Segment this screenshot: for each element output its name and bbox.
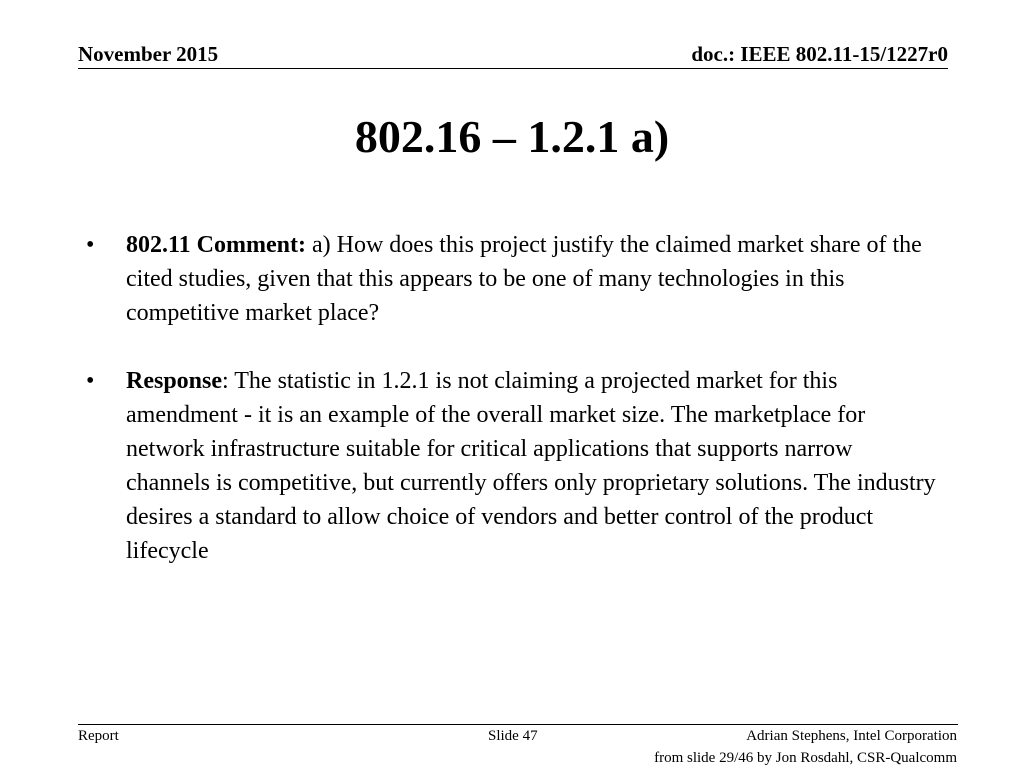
- bullet-list: [86, 228, 946, 602]
- bullet-body: a) How does this project justify the claimed market share of the cited studies, given that this appears to be one of many technologies in this competitive market place?: [126, 232, 922, 326]
- bullet-marker: •: [86, 368, 95, 394]
- bullet-item-comment: [86, 228, 946, 330]
- slide-title: 802.16 – 1.2.1 a): [354, 111, 670, 162]
- bullet-marker: •: [86, 232, 95, 258]
- bullet-item-response: [86, 364, 946, 568]
- header-doc-id: doc.: IEEE 802.11-15/1227r0: [691, 42, 948, 66]
- footer-source-note: from slide 29/46 by Jon Rosdahl, CSR-Qualcomm: [654, 750, 957, 766]
- header-date: November 2015: [78, 42, 219, 66]
- bullet-body: : The statistic in 1.2.1 is not claiming a projected market for this amendment - it is an example of the overall market size. The marketplace for network infrastructure suitable for critical applications that supports narrow channels is competitive, but currently offers only proprietary solutions. The industry desires a standard to allow choice of vendors and better control of the product lifecycle: [126, 368, 936, 564]
- bullet-text: [126, 228, 936, 330]
- bullet-lead: 802.11 Comment:: [126, 232, 306, 258]
- bullet-text: [126, 364, 936, 568]
- bullet-lead: Response: [126, 368, 223, 394]
- footer-report-label: Report: [78, 728, 119, 744]
- footer-author: Adrian Stephens, Intel Corporation: [746, 728, 957, 744]
- footer-divider: [78, 724, 958, 725]
- footer-slide-number: Slide 47: [488, 728, 538, 744]
- header-divider: [78, 68, 948, 69]
